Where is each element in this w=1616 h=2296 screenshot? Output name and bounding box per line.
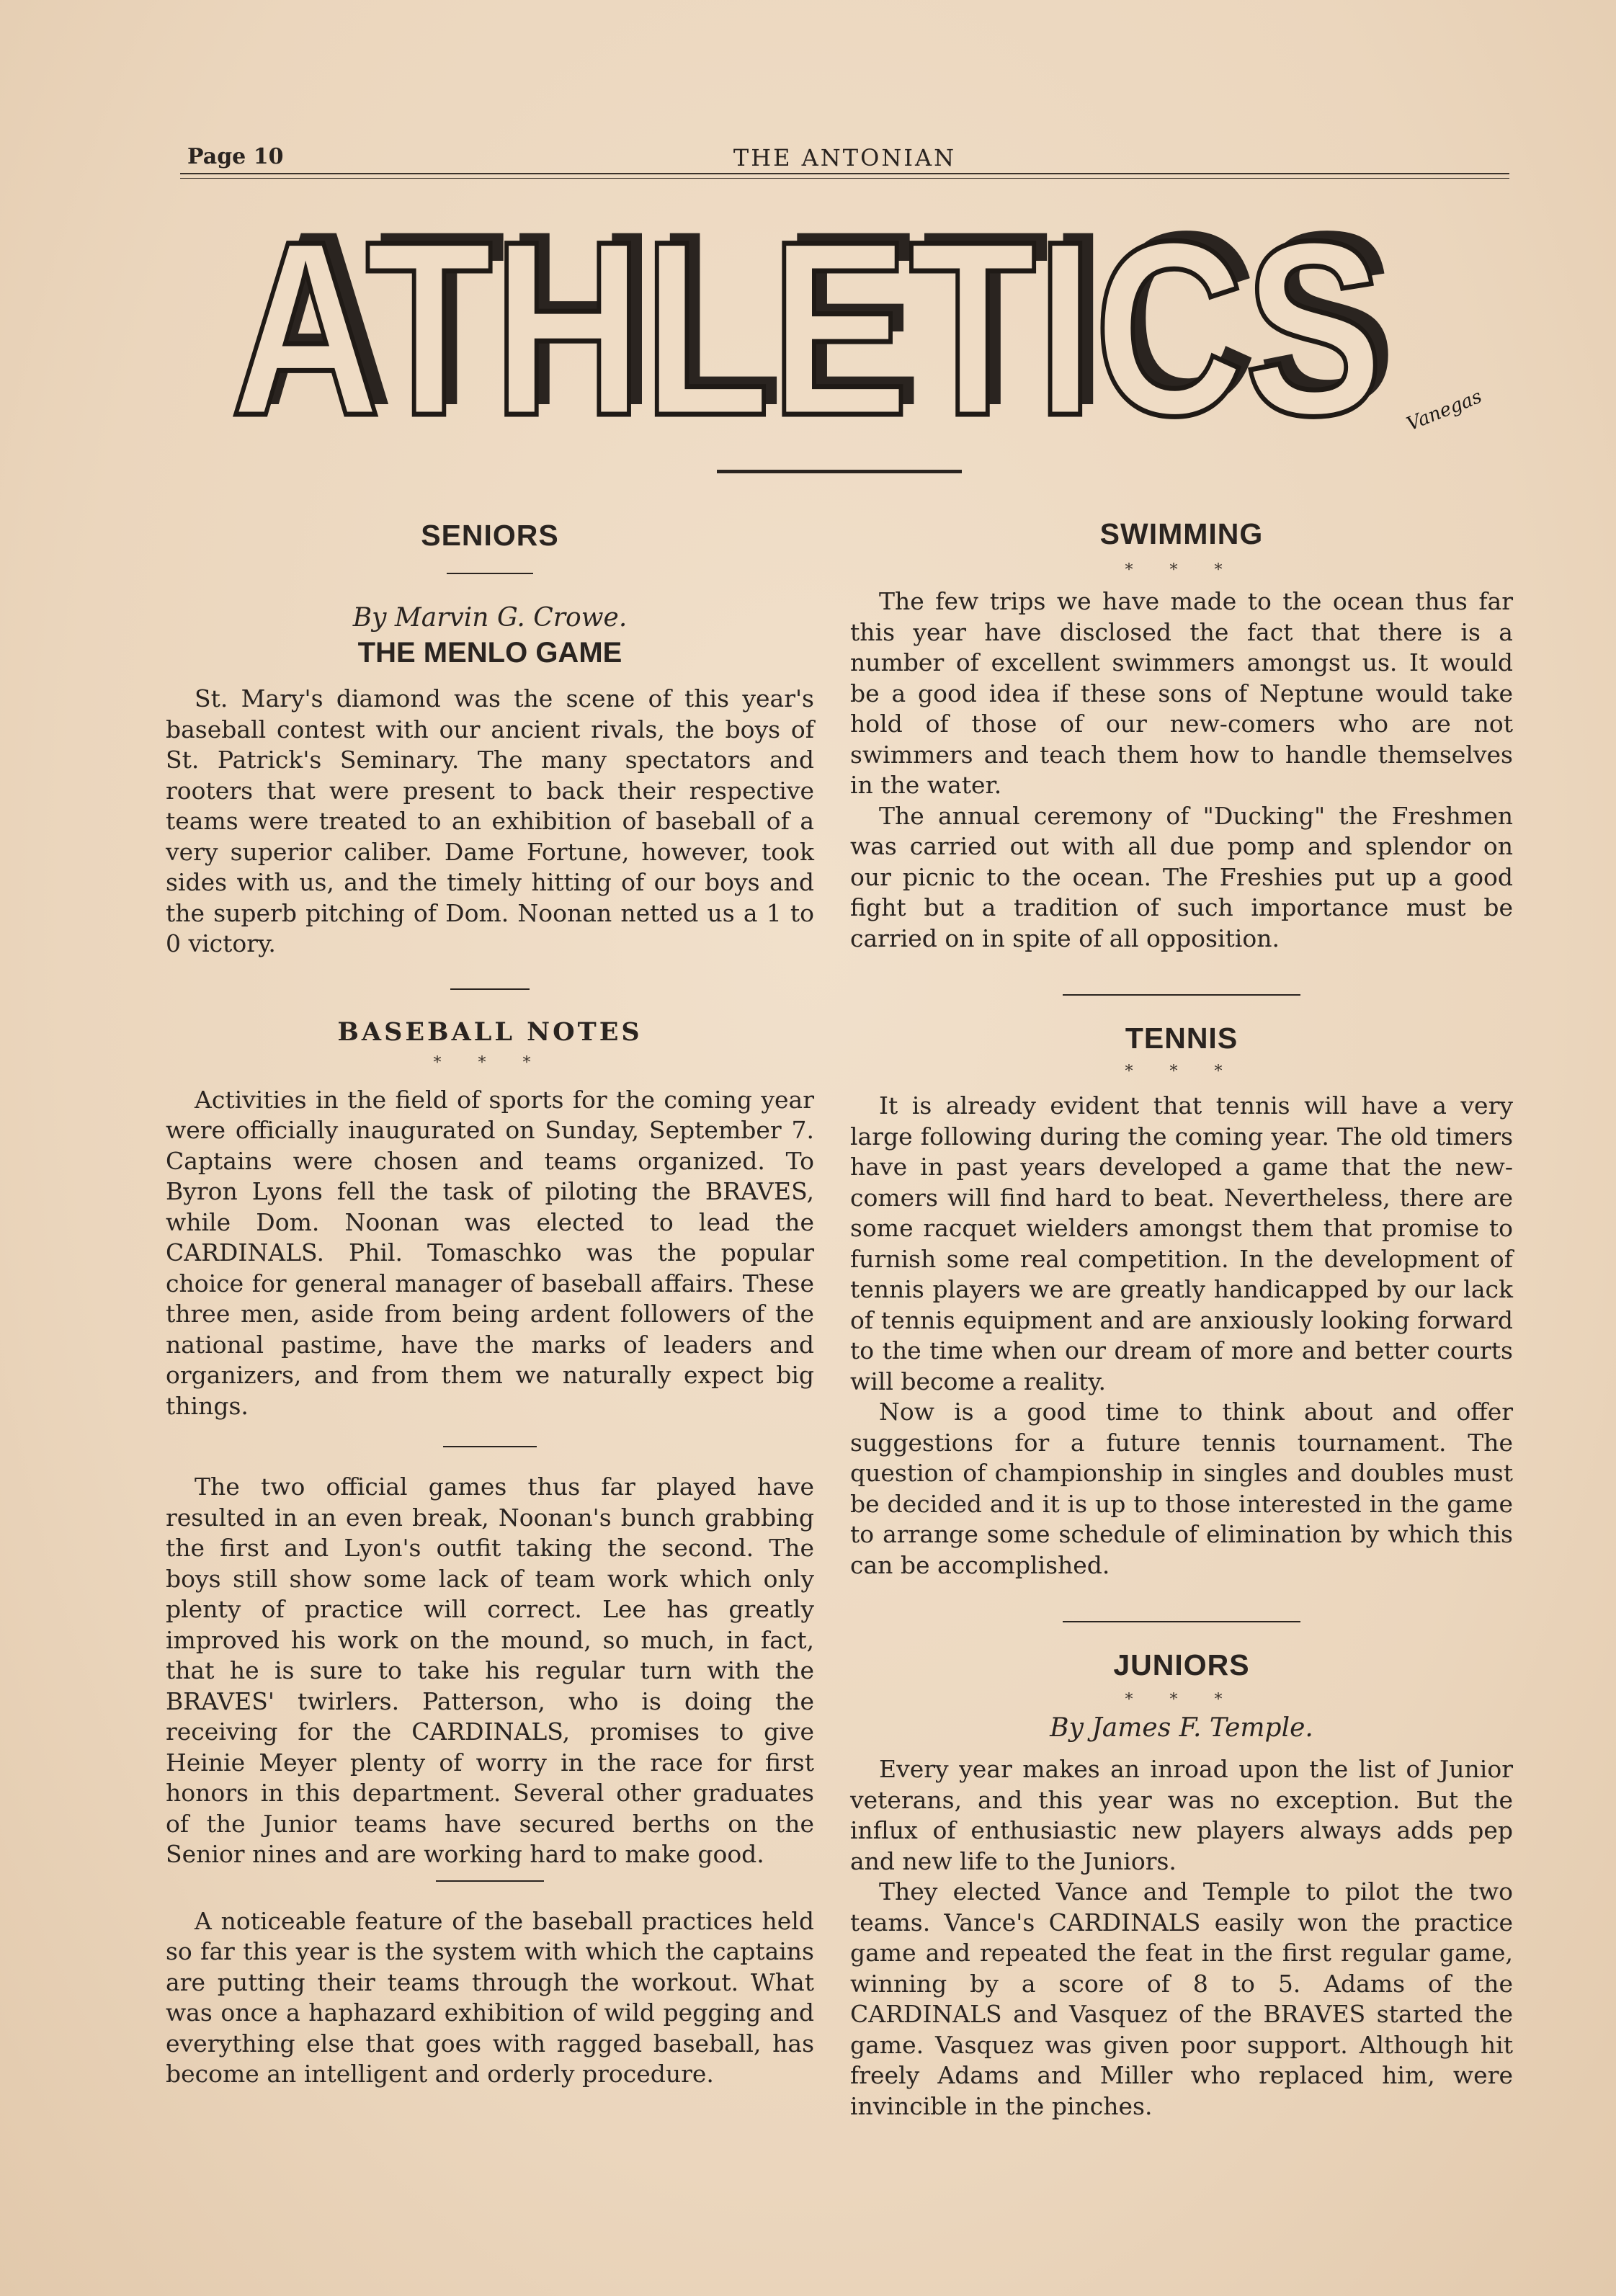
swimming-paragraph-1: The few trips we have made to the ocean thus far this year have disclosed the fact that there is a number of excellent swimmers amongst us. It would be a good idea if these sons of Neptune would take hold of those of our new-comers who are not swimmers and teach them how to handle themselves in the water. [850,587,1513,799]
tennis-stars: * * * [1125,1063,1238,1081]
publication-title: THE ANTONIAN [733,144,957,171]
seniors-title: SENIORS [421,519,559,552]
juniors-paragraph-2: They elected Vance and Temple to pilot the two teams. Vance's CARDINALS easily won the practice game and repeated the feat in the first regular game, winning by a score of 8 to 5. Adams of the CARDINALS and Vasquez of the BRAVES started the game. Vasquez was given poor support. Although hit freely Adams and Miller who replaced him, were invincible in the pinches. [850,1877,1513,2120]
header-rule-thin [180,178,1509,179]
baseball-notes-title: BASEBALL NOTES [337,1017,643,1047]
menlo-game-title: THE MENLO GAME [357,637,622,669]
seniors-byline: By Marvin G. Crowe. [352,603,628,633]
banner-shadow: ATHLETICS [244,209,1396,432]
right-column [850,504,1513,2122]
banner-title: ATHLETICS [231,209,1383,432]
divider-rule [1063,1621,1300,1622]
divider-rule [450,988,530,990]
divider-rule [1063,994,1300,996]
athletics-banner [184,209,1430,432]
swimming-stars: * * * [1125,561,1238,579]
juniors-paragraph-1: Every year makes an inroad upon the list of Junior veterans, and this year was no exception. But the influx of enthusiastic new players always adds pep and new life to the Juniors. [850,1755,1513,1875]
swimming-paragraph-2: The annual ceremony of "Ducking" the Freshmen was carried out with all due pomp and splendor on our picnic to the ocean. The Freshies put up a good fight but a tradition of such importance must be carried on in spite of all opposition. [850,801,1513,952]
juniors-stars: * * * [1125,1691,1238,1709]
page-header [180,144,1509,173]
baseball-notes-paragraph-2: The two official games thus far played have resulted in an even break, Noonan's bunch grabbing the first and Lyon's outfit taking the second. The boys still show some lack of team work which only plenty of practice will correct. Lee has greatly improved his work on the mound, so much, in fact, that he is sure to take his regular turn with the BRAVES' twirlers. Patterson, who is doing the receiving for the CARDINALS, promises to give Heinie Meyer plenty of worry in the race for first honors in this department. Several other graduates of the Junior teams have secured berths on the Senior nines and are working hard to make good. [166,1473,814,1868]
left-column [166,504,814,2090]
swimming-title: SWIMMING [1099,517,1264,550]
juniors-byline: By James F. Temple. [1050,1713,1313,1743]
tennis-paragraph-2: Now is a good time to think about and offer suggestions for a future tennis tournament. The question of championship in singles and doubles must be decided and it is up to those interested in the game to arrange some schedule of elimination by which this can be accomplished. [850,1398,1513,1579]
tennis-title: TENNIS [1125,1022,1238,1055]
menlo-game-paragraph: St. Mary's diamond was the scene of this year's baseball contest with our ancient rivals, the boys of St. Patrick's Seminary. The many spectators and rooters that were present to back their respective teams were treated to an exhibition of baseball of a very superior caliber. Dame Fortune, however, took sides with us, and the timely hitting of our boys and the superb pitching of Dom. Noonan netted us a 1 to 0 victory. [166,684,814,957]
header-rule [180,173,1509,174]
divider-rule [443,1446,537,1447]
athletics-banner-art [184,209,1430,432]
tennis-paragraph-1: It is already evident that tennis will have a very large following during the coming year. The old timers have in past years developed a game that the new-comers will find hard to beat. Nevertheless, there are some racquet wielders amongst them that promise to furnish some real competition. In the development of tennis players we are greatly handicapped by our lack of tennis equipment and are anxiously looking forward to the time when our dream of more and better courts will become a reality. [850,1091,1513,1395]
baseball-notes-paragraph-3: A noticeable feature of the baseball practices held so far this year is the system with which the captains are putting their teams through the workout. What was once a haphazard exhibition of wild pegging and everything else that goes with ragged baseball, has become an intelligent and orderly procedure. [166,1906,814,2088]
baseball-notes-paragraph-1: Activities in the field of sports for the coming year were officially inaugurated on Sunday, September 7. Captains were chosen and teams organized. To Byron Lyons fell the task of piloting the BRAVES, while Dom. Noonan was elected to lead the CARDINALS. Phil. Tomaschko was the popular choice for general manager of baseball affairs. These three men, aside from being ardent followers of the national pastime, have the marks of leaders and organizers, and from them we naturally expect big things. [166,1085,814,1420]
artist-signature: Vanegas [1403,385,1486,436]
divider-rule [436,1880,544,1882]
juniors-title: JUNIORS [1113,1648,1250,1681]
baseball-notes-stars: * * * [433,1053,547,1072]
page-number: Page 10 [187,144,284,169]
banner-rule [717,470,962,473]
seniors-underline [447,573,533,574]
